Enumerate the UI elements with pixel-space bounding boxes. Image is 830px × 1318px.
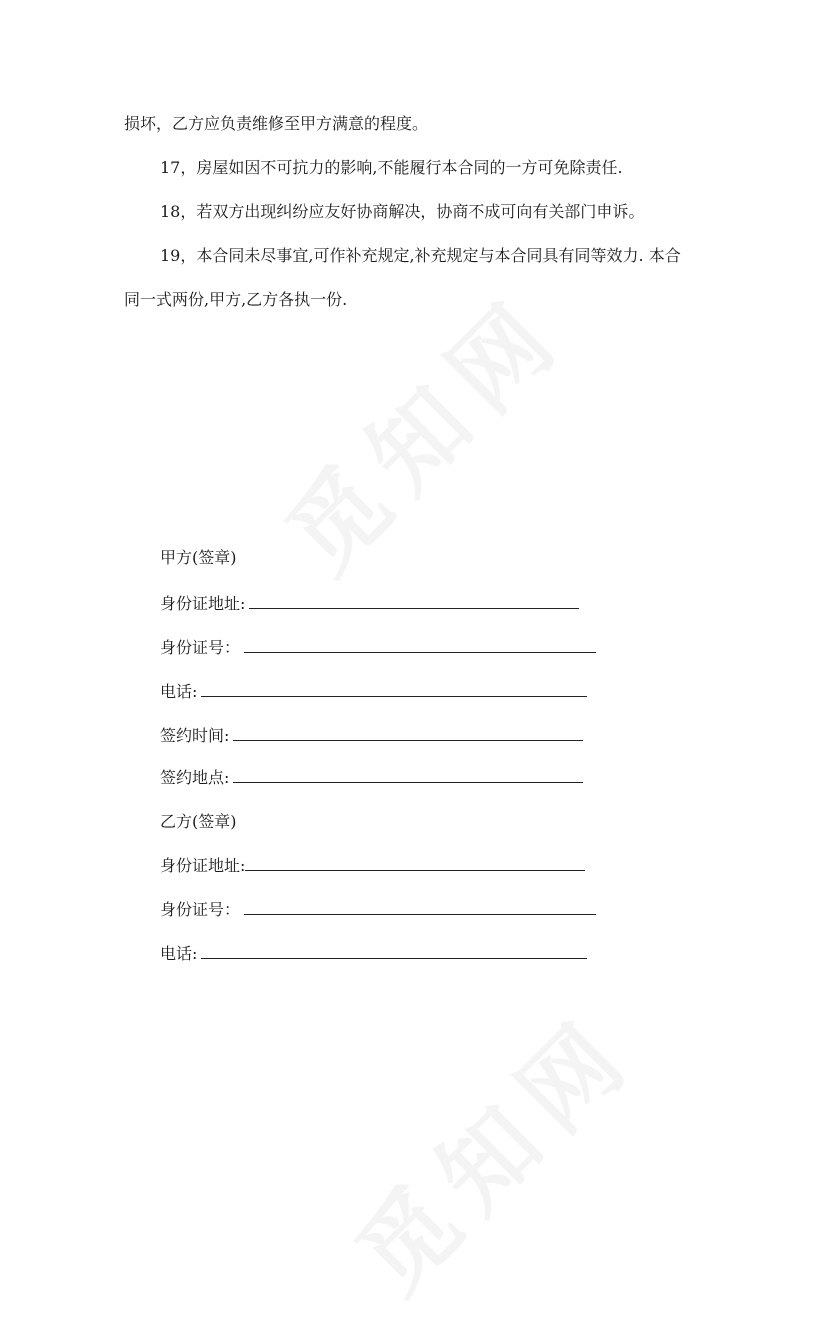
party-b-phone-field[interactable] [160,944,587,964]
clause-17: 17，房屋如因不可抗力的影响,不能履行本合同的一方可免除责任. [160,158,623,177]
party-b-phone-line[interactable] [201,944,587,959]
party-a-phone-label: 电话: [160,682,198,701]
party-a-sign-place-field[interactable] [160,768,583,788]
watermark [322,979,661,1318]
clause-19: 19，本合同未尽事宜,可作补充规定,补充规定与本合同具有同等效力. 本合 [160,246,681,265]
party-b-id-number-line[interactable] [244,900,596,915]
party-a-sign-place-label: 签约地点: [160,768,230,787]
party-a-id-address-field[interactable] [160,594,579,614]
party-a-sign-place-line[interactable] [233,768,583,783]
party-b-id-number-field[interactable] [160,900,596,920]
party-b-id-address-field[interactable] [160,856,585,876]
party-a-id-number-label: 身份证号： [160,638,241,657]
party-b-id-address-label: 身份证地址: [160,856,246,875]
clause-19-continuation: 同一式两份,甲方,乙方各执一份. [124,290,348,309]
party-b-id-address-line[interactable] [245,856,585,871]
party-a-sign-time-line[interactable] [233,726,583,741]
party-a-id-number-line[interactable] [244,638,596,653]
party-b-id-number-label: 身份证号： [160,900,241,919]
party-a-id-number-field[interactable] [160,638,596,658]
party-a-heading: 甲方(签章) [160,548,237,567]
paragraph-damage-repair: 损坏，乙方应负责维修至甲方满意的程度。 [124,114,429,133]
clause-18: 18，若双方出现纠纷应友好协商解决，协商不成可向有关部门申诉。 [160,202,645,221]
party-a-sign-time-field[interactable] [160,726,583,746]
party-b-heading: 乙方(签章) [160,812,237,831]
party-a-phone-line[interactable] [201,682,587,697]
party-a-sign-time-label: 签约时间: [160,726,230,745]
party-b-phone-label: 电话: [160,944,198,963]
party-a-id-address-line[interactable] [249,594,579,609]
party-a-id-address-label: 身份证地址: [160,594,246,613]
party-a-phone-field[interactable] [160,682,587,702]
